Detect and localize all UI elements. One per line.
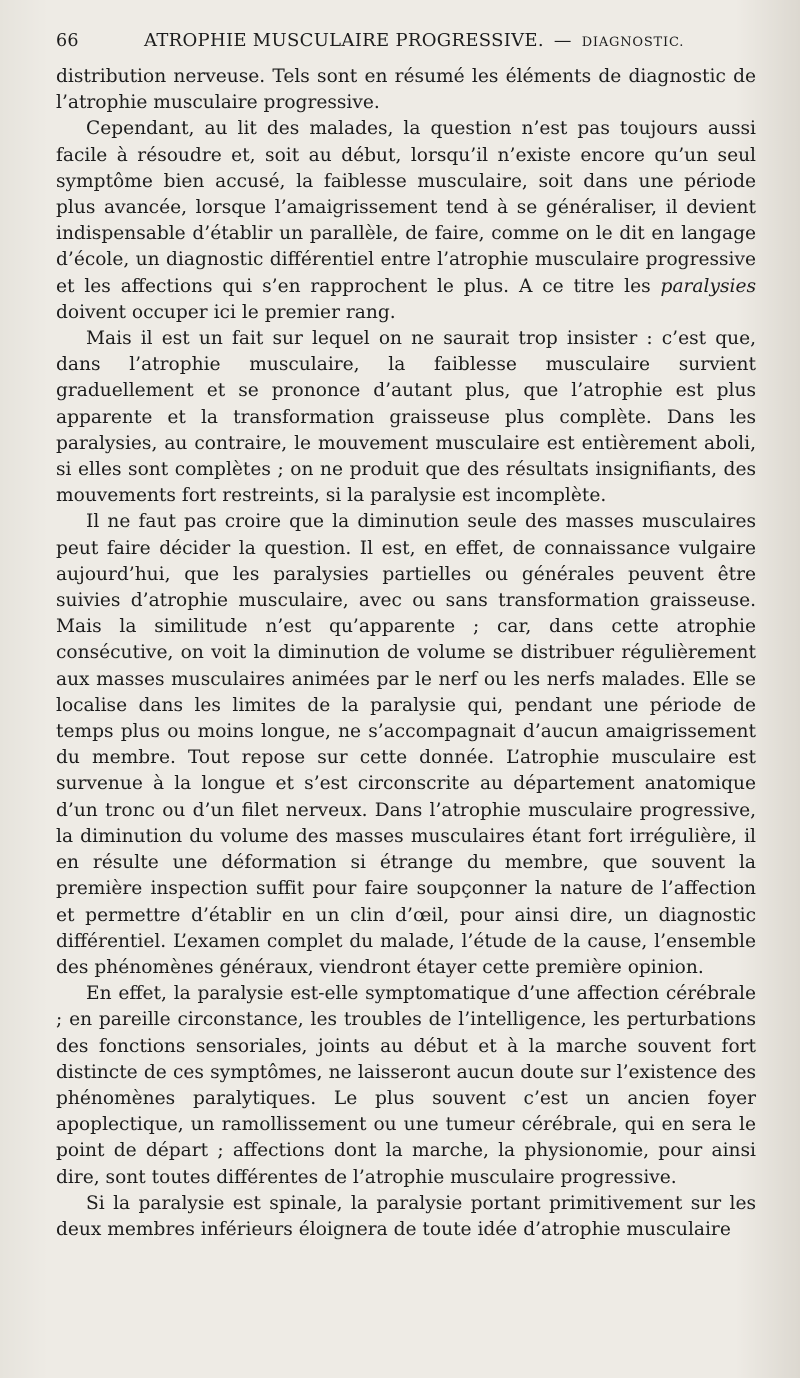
paragraph-continued: distribution nerveuse. Tels sont en résumé les éléments de diagnostic de l’atrophie musculaire progressive. xyxy=(56,66,756,114)
paragraph-en-effet: En effet, la paralysie est-elle symptomatique d’une affection cérébrale ; en pareille circonstance, les troubles de l’intelligence, les perturbations des fonctions sensoriales, joints au début et à la marche souvent fort distincte de ces symptômes, ne laisseront aucun doute sur l’existence des phénomènes paralytiques. Le plus souvent c’est un ancien foyer apoplectique, un ramollissement ou une tumeur cérébrale, qui en sera le point de départ ; affections dont la marche, la physionomie, pour ainsi dire, sont toutes différentes de l’atrophie musculaire progressive. xyxy=(56,983,756,1188)
running-section: DIAGNOSTIC. xyxy=(581,35,685,50)
body-text xyxy=(56,64,756,1243)
running-title: ATROPHIE MUSCULAIRE PROGRESSIVE. xyxy=(144,30,544,51)
paragraph-mais: Mais il est un fait sur lequel on ne saurait trop insister : c’est que, dans l’atrophie musculaire, la faiblesse musculaire survient graduellement et se prononce d’autant plus, que l’atrophie est plus apparente et la transformation graisseuse plus complète. Dans les paralysies, au contraire, le mouvement musculaire est entièrement aboli, si elles sont complètes ; on ne produit que des résultats insignifiants, des mouvements fort restreints, si la paralysie est incomplète. xyxy=(56,328,756,507)
paragraph-il-ne-faut: Il ne faut pas croire que la diminution seule des masses musculaires peut faire décider la question. Il est, en effet, de connaissance vulgaire aujourd’hui, que les paralysies partielles ou générales peuvent être suivies d’atrophie musculaire, avec ou sans transformation graisseuse. Mais la similitude n’est qu’apparente ; car, dans cette atrophie consécutive, on voit la diminution de volume se distribuer régulièrement aux masses musculaires animées par le nerf ou les nerfs malades. Elle se localise dans les limites de la paralysie qui, pendant une période de temps plus ou moins longue, ne s’accompagnait d’aucun amaigrissement du membre. Tout repose sur cette donnée. L’atrophie musculaire est survenue à la longue et s’est circonscrite au département anatomique d’un tronc ou d’un filet nerveux. Dans l’atrophie musculaire progressive, la diminution du volume des masses musculaires étant fort irrégulière, il en résulte une déformation si étrange du membre, que souvent la première inspection suffit pour faire soupçonner la nature de l’affection et permettre d’établir en un clin d’œil, pour ainsi dire, un diagnostic différentiel. L’examen complet du malade, l’étude de la cause, l’ensemble des phénomènes généraux, viendront étayer cette première opinion. xyxy=(56,511,756,978)
paragraph-si-la-paralysie: Si la paralysie est spinale, la paralysie portant primitivement sur les deux membres inférieurs éloignera de toute idée d’atrophie musculaire xyxy=(56,1192,756,1240)
header-dash: — xyxy=(553,31,572,51)
page-number: 66 xyxy=(56,31,79,51)
paragraph-cependant xyxy=(56,116,756,326)
italic-term-paralysies: paralysies xyxy=(660,275,756,297)
running-header xyxy=(56,30,756,64)
paragraph-cependant-tail: doivent occuper ici le premier rang. xyxy=(56,301,396,323)
paragraph-cependant-text: Cependant, au lit des malades, la question n’est pas toujours aussi facile à résoudre et, soit au début, lorsqu’il n’existe encore qu’un seul symptôme bien accusé, la faiblesse musculaire, soit dans une période plus avancée, lorsque l’amaigrissement tend à se généraliser, il devient indispensable d’établir un parallèle, de faire, comme on le dit en langage d’école, un diagnostic différentiel entre l’atrophie musculaire progressive et les affections qui s’en rapprochent le plus. A ce titre les xyxy=(56,118,756,297)
